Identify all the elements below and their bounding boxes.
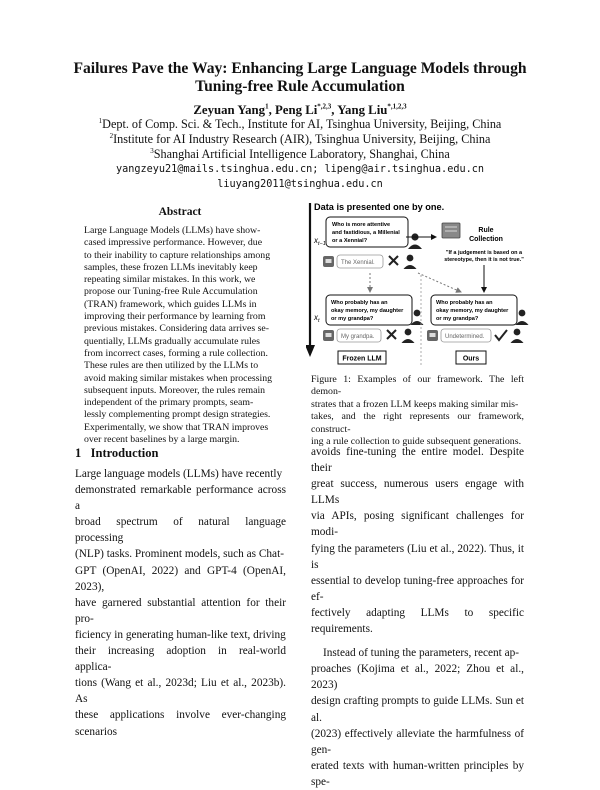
email-line-1: yangzeyu21@mails.tsinghua.edu.cn; lipeng@air.tsinghua.edu.cn bbox=[115, 164, 484, 175]
body-line: essential to develop tuning-free approaches for ef- bbox=[311, 574, 524, 603]
robot-icon bbox=[323, 256, 334, 267]
body-line: their increasing adoption in real-world applica- bbox=[75, 645, 286, 674]
body-line: tions (Wang et al., 2023d; Liu et al., 2023b). As bbox=[75, 677, 286, 706]
abstract-line: samples, these frozen LLMs inevitably keep bbox=[84, 261, 258, 273]
caption-line: strates that a frozen LLM keeps making similar mis- bbox=[311, 398, 519, 410]
answer-2-left-text: My grandpa. bbox=[341, 334, 375, 340]
caption-line: Figure 1: Examples of our framework. The left demon- bbox=[311, 374, 524, 398]
x-curr-label: $x_t$ bbox=[314, 313, 320, 324]
question-2-line: okay memory, my daughter bbox=[331, 308, 404, 314]
author-name: Yang Liu bbox=[337, 103, 388, 117]
affiliation-text: Shanghai Artificial Intelligence Laboratory, Shanghai, China bbox=[153, 147, 450, 161]
question-1-line: Who is more attentive bbox=[332, 222, 391, 228]
body-line: fectively adapting LLMs to specific requirements. bbox=[311, 606, 524, 636]
affiliation-3 bbox=[40, 147, 560, 162]
question-2-line: Who probably has an bbox=[331, 300, 388, 306]
body-line: via APIs, posing significant challenges for modi- bbox=[311, 510, 524, 539]
author-affiliation-mark: *,1,2,3 bbox=[387, 102, 407, 111]
dashed-arrow-right bbox=[418, 273, 461, 292]
email-line-2: liuyang2011@tsinghua.edu.cn bbox=[217, 179, 383, 190]
book-icon bbox=[442, 223, 460, 238]
title-line-1: Failures Pave the Way: Enhancing Large Language Models through bbox=[73, 60, 527, 77]
abstract-line: lessly complementing prompt design strategies. bbox=[84, 409, 271, 421]
abstract-line: cased impressive performance. However, due bbox=[84, 237, 263, 249]
body-line: avoids fine-tuning the entire model. Despite their bbox=[311, 446, 524, 475]
intro-left-column bbox=[75, 466, 286, 740]
body-line: these applications involve ever-changing scenarios bbox=[75, 709, 286, 738]
section-title: Introduction bbox=[90, 446, 159, 460]
x-prev-label: $x_{t-1}$ bbox=[314, 236, 326, 247]
title-line-2: Tuning-free Rule Accumulation bbox=[195, 78, 405, 95]
section-heading-introduction bbox=[75, 446, 158, 461]
person-icon bbox=[404, 255, 417, 269]
body-line: demonstrated remarkable performance across a bbox=[75, 484, 286, 513]
rule-collection-label: Collection bbox=[469, 236, 503, 243]
abstract-line: over recent baselines by a large margin. bbox=[84, 434, 240, 446]
abstract-line: propose our Tuning-free Rule Accumulation bbox=[84, 286, 258, 298]
abstract-line: quentially, LLMs gradually accumulate rules bbox=[84, 335, 260, 347]
question-2-line: okay memory, my daughter bbox=[436, 308, 509, 314]
check-icon bbox=[495, 330, 507, 340]
caption-line: takes, and the right represents our framework, construct- bbox=[311, 411, 524, 435]
affiliation-mark: 3 bbox=[150, 146, 154, 155]
person-icon bbox=[408, 233, 422, 249]
section-number: 1 bbox=[75, 446, 82, 460]
body-line: design crafting prompts to guide LLMs. Sun et al. bbox=[311, 695, 524, 724]
answer-2-right-text: Undetermined. bbox=[445, 334, 485, 340]
body-line: fying the parameters (Liu et al., 2022). Thus, it is bbox=[311, 542, 524, 571]
affiliation-mark: 2 bbox=[109, 131, 114, 140]
abstract-line: improving their performance by learning from bbox=[84, 311, 266, 323]
question-2-line: Who probably has an bbox=[436, 300, 493, 306]
abstract-line: These rules are then utilized by the LLMs to bbox=[84, 360, 259, 372]
person-icon bbox=[402, 329, 415, 343]
answer-1-text: The Xennial. bbox=[341, 260, 375, 266]
figure-header: Data is presented one by one. bbox=[314, 202, 445, 212]
body-line: great success, numerous users engage with LLMs bbox=[311, 478, 524, 507]
abstract-line: (TRAN) framework, which guides LLMs in bbox=[84, 298, 257, 310]
abstract-line: avoid making similar mistakes when processing bbox=[84, 372, 273, 384]
body-line: have garnered substantial attention for their pro- bbox=[75, 596, 286, 625]
abstract-line: Experimentally, we show that TRAN improves bbox=[84, 421, 269, 433]
affiliation-mark: 1 bbox=[98, 116, 103, 125]
caption-line: ing a rule collection to guide subsequent generations. bbox=[311, 436, 522, 448]
question-1-line: or a Xennial? bbox=[332, 238, 368, 244]
author-name: Zeyuan Yang bbox=[193, 103, 266, 117]
body-line: (NLP) tasks. Prominent models, such as Chat- bbox=[75, 548, 284, 561]
author-list: Zeyuan Yang$^1$, Peng $Li^{*,2,3}$, Yang Liu$^{*,1,2,3}$ bbox=[193, 102, 407, 117]
intro-right-column bbox=[311, 444, 524, 790]
figure-1 bbox=[306, 199, 531, 369]
person-icon bbox=[511, 329, 524, 343]
abstract-body bbox=[84, 225, 278, 446]
body-line: (2023) effectively alleviate the harmfulness of gen- bbox=[311, 727, 524, 756]
affiliation-text: Institute for AI Industry Research (AIR), Tsinghua University, Beijing, China bbox=[113, 132, 491, 146]
question-2-line: or my grandpa? bbox=[331, 316, 374, 322]
abstract-line: previous mistakes. Considering data arrives se- bbox=[84, 323, 270, 335]
abstract-line: to their inability to capture relationships among bbox=[84, 249, 271, 261]
body-line: Instead of tuning the parameters, recent ap- bbox=[323, 647, 520, 660]
abstract-line: from incorrect cases, forming a rule collection. bbox=[84, 347, 268, 359]
body-line: broad spectrum of natural language processing bbox=[75, 516, 286, 545]
figure-caption bbox=[311, 374, 524, 448]
question-1-line: and fastidious, a Millenial bbox=[332, 230, 400, 236]
abstract-line: Large Language Models (LLMs) have show- bbox=[84, 225, 261, 236]
ours-label: Ours bbox=[462, 355, 480, 363]
timeline-arrowhead bbox=[306, 345, 315, 357]
rule-text: "If a judgement is based on a bbox=[445, 250, 523, 256]
rule-text: stereotype, then it is not true." bbox=[444, 257, 524, 263]
author-name: Peng Li bbox=[274, 103, 318, 117]
abstract-line: independent of the primary prompts, seam- bbox=[84, 397, 254, 409]
affiliation-2 bbox=[40, 132, 560, 147]
abstract-line: subsequent inputs. Moreover, the rules remain bbox=[84, 384, 266, 396]
abstract-heading: Abstract bbox=[158, 206, 202, 218]
body-line: erated texts with human-written principles by spe- bbox=[311, 759, 524, 788]
rule-collection-label: Rule bbox=[478, 227, 494, 234]
body-line: proaches (Kojima et al., 2022; Zhou et al., 2023) bbox=[311, 663, 524, 692]
abstract-line: repeating similar mistakes. In this work, we bbox=[84, 274, 256, 286]
cross-icon bbox=[389, 256, 398, 265]
author-affiliation-mark: *,2,3 bbox=[317, 102, 332, 111]
author-affiliation-mark: 1 bbox=[265, 102, 269, 111]
robot-icon bbox=[323, 330, 334, 341]
body-line: ficiency in generating human-like text, driving bbox=[75, 628, 286, 641]
paper-title bbox=[40, 60, 560, 96]
body-line: GPT (OpenAI, 2022) and GPT-4 (OpenAI, 2023), bbox=[75, 564, 286, 593]
robot-icon bbox=[427, 330, 438, 341]
affiliation-text: Dept. of Comp. Sci. & Tech., Institute for AI, Tsinghua University, Beijing, China bbox=[102, 117, 502, 131]
body-line: Large language models (LLMs) have recently bbox=[75, 468, 283, 480]
affiliation-1 bbox=[40, 117, 560, 132]
frozen-llm-label: Frozen LLM bbox=[342, 355, 382, 363]
cross-icon bbox=[387, 330, 396, 339]
question-2-line: or my grandpa? bbox=[436, 316, 479, 322]
